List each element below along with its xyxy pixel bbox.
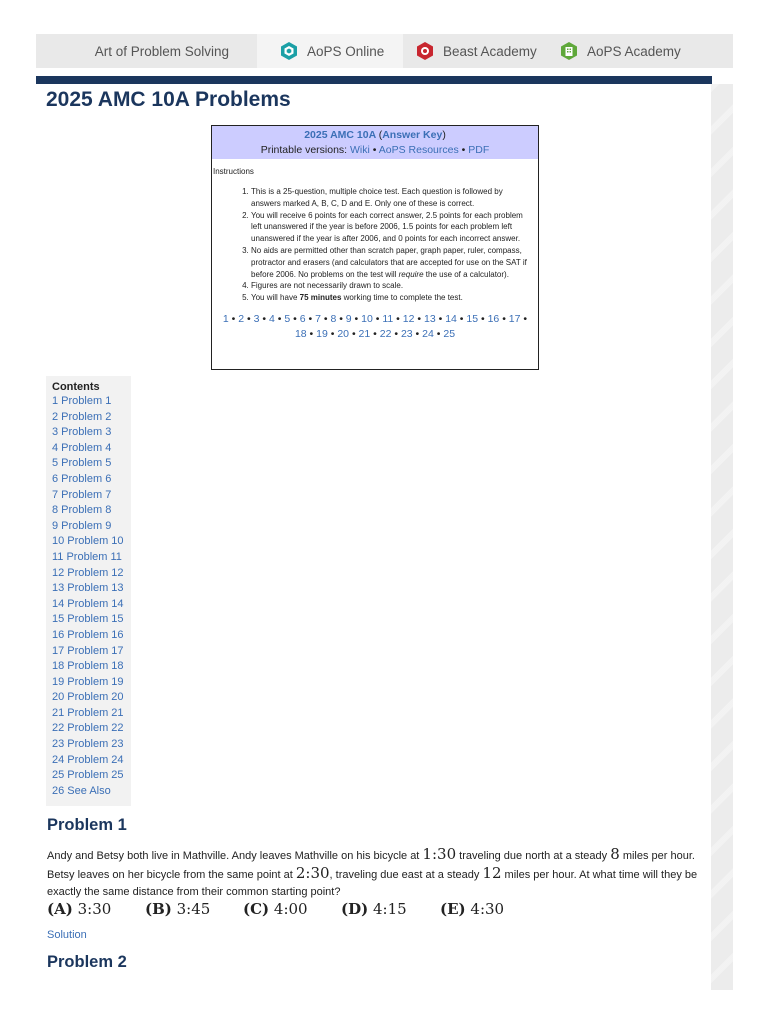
- text-segment: miles per hour. At what time will they be exactly the same distance from their common starting point?: [47, 869, 698, 898]
- instruction-item: 5. You will have 75 minutes working time to complete the test.: [251, 292, 530, 304]
- toc-item[interactable]: 22 Problem 22: [52, 722, 124, 735]
- problem-nav-link[interactable]: 18: [294, 328, 307, 341]
- problem-nav-link[interactable]: 4: [269, 312, 275, 325]
- toc-item[interactable]: 8 Problem 8: [52, 504, 112, 517]
- instructions-list: [251, 186, 530, 304]
- tab-label: AoPS Academy: [587, 43, 681, 59]
- toc-item[interactable]: 6 Problem 6: [52, 472, 112, 485]
- math-time: 1:30: [422, 845, 457, 863]
- problem-nav-link[interactable]: 20: [337, 328, 350, 341]
- problem-nav-link[interactable]: 10: [361, 312, 373, 325]
- nav-separator: •: [244, 312, 254, 325]
- toc-item[interactable]: 21 Problem 21: [52, 706, 124, 719]
- nav-separator: •: [290, 312, 300, 325]
- problem-nav-link[interactable]: 15: [466, 312, 479, 325]
- problem-nav-link[interactable]: 24: [422, 328, 434, 341]
- problem-nav-link[interactable]: 23: [400, 328, 413, 341]
- toc-item[interactable]: 1 Problem 1: [52, 395, 112, 407]
- toc-item[interactable]: 9 Problem 9: [52, 519, 112, 532]
- right-gutter: [711, 84, 733, 990]
- tab-label: AoPS Online: [307, 43, 385, 59]
- nav-separator: •: [305, 312, 316, 325]
- nav-separator: •: [520, 312, 528, 325]
- wiki-link[interactable]: Wiki: [350, 144, 370, 156]
- instruction-item: 4. Figures are not necessarily drawn to scale.: [251, 280, 530, 292]
- text-segment: Andy and Betsy both live in Mathville. Andy leaves Mathville on his bicycle at: [47, 850, 423, 862]
- problem-nav-link[interactable]: 19: [316, 328, 328, 341]
- problem-nav-link[interactable]: 1: [222, 312, 229, 325]
- nav-separator: •: [259, 312, 269, 325]
- page-title: 2025 AMC 10A Problems: [46, 88, 291, 111]
- toc-item[interactable]: 13 Problem 13: [52, 582, 124, 595]
- problem-nav-link[interactable]: 21: [358, 328, 371, 341]
- aops-online-icon: [279, 41, 299, 61]
- toc-item[interactable]: 7 Problem 7: [52, 488, 112, 501]
- toc-item[interactable]: 12 Problem 12: [52, 566, 124, 579]
- toc-item[interactable]: 14 Problem 14: [52, 597, 124, 610]
- math-time: 2:30: [295, 864, 330, 882]
- nav-separator: •: [393, 312, 403, 325]
- nav-separator: •: [320, 312, 331, 325]
- nav-separator: •: [433, 328, 444, 341]
- nav-separator: •: [228, 312, 239, 325]
- pdf-link[interactable]: PDF: [468, 144, 490, 156]
- nav-separator: •: [370, 328, 380, 341]
- instructions-title: Instructions: [213, 167, 254, 176]
- tab-aops-online[interactable]: [257, 34, 403, 68]
- text-segment: miles per hour. Betsy leaves on her bicycle from the same point at: [47, 850, 695, 881]
- text-segment: , traveling due east at a steady: [329, 869, 483, 881]
- toc-title: Contents: [52, 381, 100, 393]
- table-of-contents: [46, 376, 131, 806]
- problem-nav-link[interactable]: 25: [443, 328, 456, 341]
- toc-item[interactable]: 19 Problem 19: [52, 675, 124, 688]
- toc-item[interactable]: 20 Problem 20: [52, 691, 124, 704]
- problem-nav-link[interactable]: 8: [330, 312, 337, 325]
- problem-nav-link[interactable]: 2: [238, 312, 245, 325]
- answer-choice: (A) 3:30: [47, 900, 112, 918]
- beast-academy-icon: [415, 41, 435, 61]
- nav-separator: •: [306, 328, 317, 341]
- instruction-item: 2. You will receive 6 points for each correct answer, 2.5 points for each problem left unanswered if the year is before 2006, 1.5 points for each problem left unanswered if the year is after 2006, and 0 points for each incorrect answer.: [251, 210, 530, 245]
- toc-item[interactable]: 10 Problem 10: [52, 535, 124, 548]
- aops-resources-link[interactable]: AoPS Resources: [378, 144, 459, 156]
- instruction-item: 1. This is a 25-question, multiple choice test. Each question is followed by answers marked A, B, C, D and E. Only one of these is correct.: [251, 186, 530, 210]
- text-segment: traveling due north at a steady: [456, 850, 611, 862]
- problem-nav-link[interactable]: 13: [423, 312, 436, 325]
- tab-label: Beast Academy: [443, 43, 537, 59]
- nav-separator: •: [412, 328, 423, 341]
- answer-choice: (E) 4:30: [440, 900, 505, 918]
- nav-separator: •: [372, 312, 383, 325]
- problem-nav-link[interactable]: 12: [402, 312, 415, 325]
- problem-nav-link[interactable]: 14: [445, 312, 457, 325]
- tab-aops-academy[interactable]: [549, 34, 709, 68]
- problem-nav-link[interactable]: 3: [253, 312, 260, 325]
- nav-separator: •: [349, 328, 359, 341]
- problem-nav-link[interactable]: 5: [284, 312, 291, 325]
- answer-key-link[interactable]: Answer Key: [382, 129, 443, 141]
- toc-item[interactable]: 15 Problem 15: [52, 613, 124, 626]
- math-speed: 8: [610, 845, 620, 863]
- tab-beast-academy[interactable]: [403, 34, 549, 68]
- problem-1-heading: Problem 1: [47, 816, 127, 834]
- toc-item[interactable]: 18 Problem 18: [52, 660, 124, 673]
- answer-choice: (D) 4:15: [341, 900, 407, 918]
- toc-item[interactable]: 24 Problem 24: [52, 753, 124, 766]
- header-bar: [36, 76, 712, 84]
- nav-separator: •: [336, 312, 346, 325]
- printable-label: Printable versions:: [260, 144, 348, 156]
- problem-nav-link[interactable]: 22: [379, 328, 392, 341]
- math-speed: 12: [482, 864, 502, 882]
- nav-separator: •: [499, 312, 509, 325]
- problem-nav-link[interactable]: 7: [315, 312, 321, 325]
- toc-item[interactable]: 16 Problem 16: [52, 628, 124, 641]
- answer-choices: [47, 900, 510, 918]
- problem-nav-link[interactable]: 6: [299, 312, 306, 325]
- nav-separator: •: [456, 312, 467, 325]
- tab-art-of-problem-solving[interactable]: [36, 34, 257, 68]
- answer-choice: (B) 3:45: [145, 900, 211, 918]
- problem-nav-link[interactable]: 11: [382, 312, 394, 325]
- tab-label: Art of Problem Solving: [94, 43, 229, 59]
- toc-item[interactable]: 17 Problem 17: [52, 644, 124, 657]
- nav-separator: •: [274, 312, 285, 325]
- problem-1-text: [47, 846, 703, 901]
- test-info-box: [211, 125, 539, 370]
- toc-item[interactable]: 23 Problem 23: [52, 738, 124, 751]
- answer-choice: (C) 4:00: [243, 900, 308, 918]
- problem-nav-link[interactable]: 9: [345, 312, 352, 325]
- nav-separator: •: [327, 328, 338, 341]
- toc-item[interactable]: 25 Problem 25: [52, 769, 124, 782]
- problem-number-nav: [212, 312, 538, 343]
- toc-item[interactable]: 4 Problem 4: [52, 441, 112, 454]
- solution-link[interactable]: Solution: [47, 929, 87, 941]
- toc-list: [52, 394, 131, 799]
- toc-item[interactable]: 11 Problem 11: [52, 550, 122, 563]
- toc-item[interactable]: 26 See Also: [52, 784, 111, 797]
- info-box-header: 2025 AMC 10A (Answer Key) Printable versions: Wiki • AoPS Resources • PDF: [212, 126, 538, 159]
- toc-item[interactable]: 5 Problem 5: [52, 457, 112, 470]
- problem-nav-link[interactable]: 16: [487, 312, 500, 325]
- test-title-link[interactable]: 2025 AMC 10A: [304, 129, 376, 141]
- site-nav: [36, 34, 733, 68]
- nav-separator: •: [478, 312, 488, 325]
- toc-item[interactable]: 2 Problem 2: [52, 410, 112, 423]
- toc-item[interactable]: 3 Problem 3: [52, 426, 112, 439]
- nav-separator: •: [351, 312, 362, 325]
- problem-nav-link[interactable]: 17: [508, 312, 521, 325]
- nav-separator: •: [391, 328, 401, 341]
- nav-separator: •: [435, 312, 446, 325]
- problem-2-heading: Problem 2: [47, 953, 127, 971]
- aops-academy-icon: [559, 41, 579, 61]
- instruction-item: 3. No aids are permitted other than scratch paper, graph paper, ruler, compass, protractor and erasers (and calculators that are accepted for use on the SAT if before 2006. No problems on the test will require the use of a calculator).: [251, 245, 530, 280]
- nav-separator: •: [414, 312, 424, 325]
